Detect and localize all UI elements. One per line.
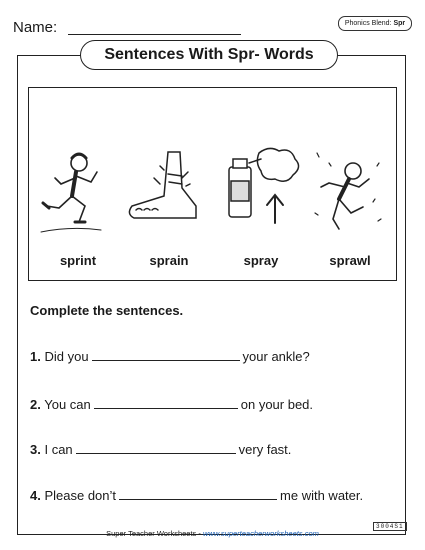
- sentence-1: [30, 348, 310, 364]
- word-sprawl: sprawl: [329, 253, 371, 268]
- name-field[interactable]: [68, 34, 241, 35]
- sentence-before: Did you: [44, 349, 89, 364]
- word-sprain: sprain: [149, 253, 189, 268]
- answer-blank[interactable]: [119, 487, 277, 500]
- sentence-after: me with water.: [280, 488, 364, 503]
- sentence-4: [30, 487, 363, 503]
- word-spray: spray: [243, 253, 279, 268]
- sentence-2: [30, 396, 313, 412]
- answer-blank[interactable]: [92, 348, 240, 361]
- word-sprint: sprint: [59, 253, 97, 268]
- page-title: Sentences With Spr- Words: [80, 40, 338, 70]
- footer-site: Super Teacher Worksheets -: [106, 529, 203, 538]
- sentence-after: your ankle?: [242, 349, 310, 364]
- name-label: Name:: [13, 19, 58, 36]
- sentence-number: 1.: [30, 349, 41, 364]
- running-boy-icon: [39, 148, 117, 238]
- sentence-after: on your bed.: [240, 397, 314, 412]
- sprained-foot-icon: [124, 148, 209, 238]
- sentence-number: 2.: [30, 397, 41, 412]
- sentence-before: Please don’t: [44, 488, 117, 503]
- picture-box: [28, 87, 397, 281]
- sentence-before: You can: [44, 397, 91, 412]
- footer-url[interactable]: www.superteacherworksheets.com: [202, 529, 319, 538]
- instructions: Complete the sentences.: [30, 303, 184, 318]
- phonics-badge: [338, 16, 412, 31]
- answer-blank[interactable]: [94, 396, 238, 409]
- sentence-3: [30, 441, 291, 457]
- sentence-number: 4.: [30, 488, 41, 503]
- sprawled-boy-icon: [309, 143, 389, 238]
- worksheet-code: 3004S1: [373, 522, 407, 531]
- badge-value: Spr: [393, 20, 406, 27]
- spray-can-icon: [219, 143, 304, 238]
- sentence-after: very fast.: [238, 442, 292, 457]
- badge-prefix: Phonics Blend:: [344, 20, 392, 27]
- answer-blank[interactable]: [76, 441, 236, 454]
- footer: [0, 529, 425, 538]
- sentence-number: 3.: [30, 442, 41, 457]
- sentence-before: I can: [44, 442, 73, 457]
